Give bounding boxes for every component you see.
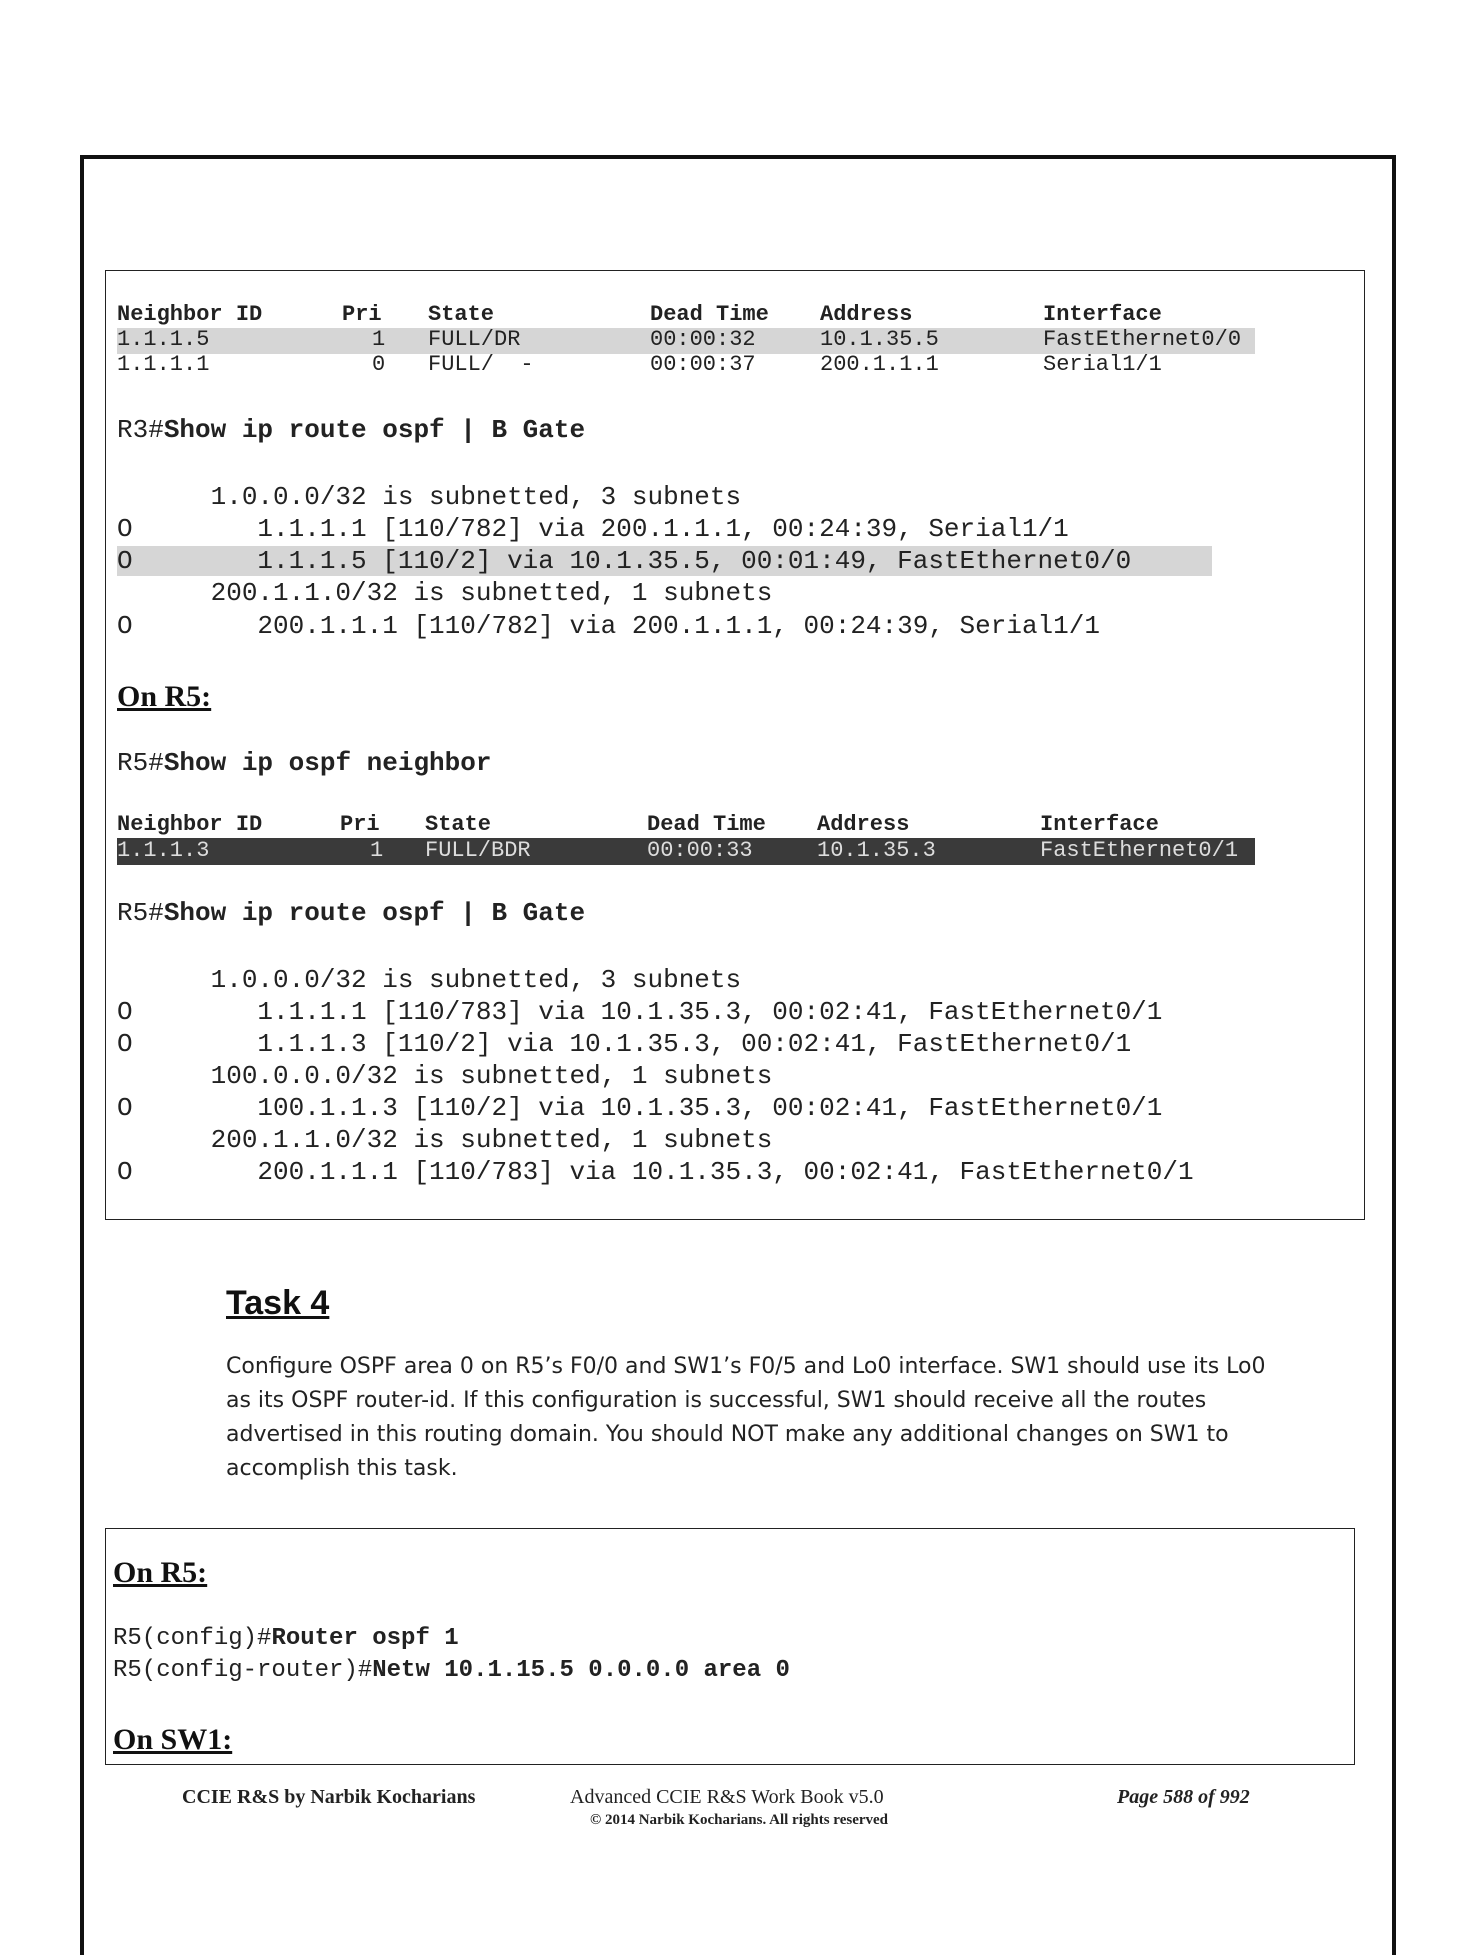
col-dead-time: Dead Time bbox=[650, 302, 769, 327]
footer-author: CCIE R&S by Narbik Kocharians bbox=[182, 1786, 476, 1808]
cell: 00:00:37 bbox=[650, 352, 756, 377]
cell: FULL/ - bbox=[428, 352, 534, 377]
route-line: 200.1.1.0/32 is subnetted, 1 subnets bbox=[117, 1125, 773, 1155]
col-state: State bbox=[428, 302, 495, 327]
footer-book-title: Advanced CCIE R&S Work Book v5.0 bbox=[570, 1786, 884, 1808]
route-line: 100.0.0.0/32 is subnetted, 1 subnets bbox=[117, 1061, 773, 1091]
config-line bbox=[113, 1657, 790, 1684]
col-neighbor-id: Neighbor ID bbox=[117, 812, 263, 837]
cell: 1 bbox=[370, 838, 384, 863]
cell: 1.1.1.5 bbox=[117, 327, 210, 352]
col-pri: Pri bbox=[342, 302, 382, 327]
prompt: R5(config-router)# bbox=[113, 1657, 373, 1684]
section-heading-on-r5-config: On R5: bbox=[113, 1556, 208, 1589]
command: Show ip route ospf | B Gate bbox=[163, 898, 586, 928]
cell: FULL/BDR bbox=[425, 838, 531, 863]
route-line: O 200.1.1.1 [110/783] via 10.1.35.3, 00:02:41, FastEthernet0/1 bbox=[117, 1157, 1194, 1187]
col-pri: Pri bbox=[340, 812, 380, 837]
r5-neighbor-command bbox=[117, 748, 491, 778]
col-state: State bbox=[425, 812, 492, 837]
r3-route-command bbox=[117, 415, 585, 445]
r5-route-command bbox=[117, 898, 585, 928]
cell: 1 bbox=[372, 327, 386, 352]
task-description: Configure OSPF area 0 on R5’s F0/0 and SW1’s F0/5 and Lo0 interface. SW1 should use its Lo0 as its OSPF router-id. If this configuration is successful, SW1 should receive all the routes advertised in this routing domain. You should NOT make any additional changes on SW1 to accomplish this task. bbox=[226, 1354, 1266, 1481]
route-line: O 1.1.1.3 [110/2] via 10.1.35.3, 00:02:41, FastEthernet0/1 bbox=[117, 1029, 1132, 1059]
section-heading-on-r5: On R5: bbox=[117, 680, 212, 713]
footer-page-number: Page 588 of 992 bbox=[1117, 1786, 1250, 1808]
route-line: O 200.1.1.1 [110/782] via 200.1.1.1, 00:24:39, Serial1/1 bbox=[117, 611, 1100, 641]
cell: 1.1.1.3 bbox=[117, 838, 210, 863]
section-heading-on-sw1: On SW1: bbox=[113, 1723, 233, 1756]
task-title: Task 4 bbox=[226, 1284, 330, 1322]
prompt: R3# bbox=[117, 415, 164, 445]
footer-copyright: © 2014 Narbik Kocharians. All rights reserved bbox=[590, 1812, 889, 1828]
cell: Serial1/1 bbox=[1043, 352, 1162, 377]
cell: FastEthernet0/1 bbox=[1040, 838, 1239, 863]
col-interface: Interface bbox=[1043, 302, 1162, 327]
prompt: R5(config)# bbox=[113, 1625, 272, 1652]
col-address: Address bbox=[817, 812, 910, 837]
command: Show ip ospf neighbor bbox=[163, 748, 492, 778]
cell: 200.1.1.1 bbox=[820, 352, 939, 377]
route-line: O 1.1.1.1 [110/783] via 10.1.35.3, 00:02:41, FastEthernet0/1 bbox=[117, 997, 1163, 1027]
cell: FastEthernet0/0 bbox=[1043, 327, 1242, 352]
cell: 10.1.35.3 bbox=[817, 838, 936, 863]
route-line: O 100.1.1.3 [110/2] via 10.1.35.3, 00:02:41, FastEthernet0/1 bbox=[117, 1093, 1163, 1123]
cell: 0 bbox=[372, 352, 386, 377]
cell: 00:00:33 bbox=[647, 838, 753, 863]
col-dead-time: Dead Time bbox=[647, 812, 766, 837]
cell: 10.1.35.5 bbox=[820, 327, 939, 352]
command: Netw 10.1.15.5 0.0.0.0 area 0 bbox=[372, 1657, 790, 1684]
col-interface: Interface bbox=[1040, 812, 1159, 837]
cell: FULL/DR bbox=[428, 327, 521, 352]
route-line: O 1.1.1.5 [110/2] via 10.1.35.5, 00:01:49, FastEthernet0/0 bbox=[117, 546, 1132, 576]
cell: 00:00:32 bbox=[650, 327, 756, 352]
command: Router ospf 1 bbox=[271, 1625, 459, 1652]
route-line: 1.0.0.0/32 is subnetted, 3 subnets bbox=[117, 965, 742, 995]
prompt: R5# bbox=[117, 748, 164, 778]
config-line bbox=[113, 1625, 459, 1652]
cell: 1.1.1.1 bbox=[117, 352, 210, 377]
col-neighbor-id: Neighbor ID bbox=[117, 302, 263, 327]
route-line: O 1.1.1.1 [110/782] via 200.1.1.1, 00:24:39, Serial1/1 bbox=[117, 514, 1069, 544]
col-address: Address bbox=[820, 302, 913, 327]
route-line: 200.1.1.0/32 is subnetted, 1 subnets bbox=[117, 578, 773, 608]
route-line: 1.0.0.0/32 is subnetted, 3 subnets bbox=[117, 482, 742, 512]
prompt: R5# bbox=[117, 898, 164, 928]
command: Show ip route ospf | B Gate bbox=[163, 415, 586, 445]
